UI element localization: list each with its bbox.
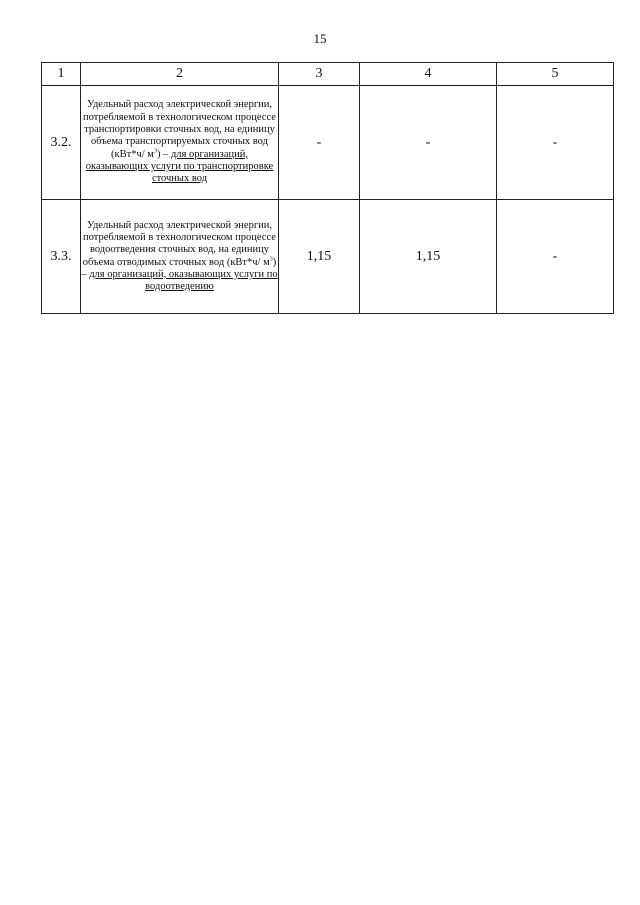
- row-number: 3.2.: [42, 86, 81, 200]
- header-cell-5: 5: [497, 63, 614, 86]
- description-underlined: для организаций, оказывающих услуги по водоотведению: [89, 268, 278, 293]
- row-value-col3: -: [279, 86, 360, 200]
- superscript: 3: [269, 256, 273, 262]
- header-cell-1: 1: [42, 63, 81, 86]
- description-text: Удельный расход электрической энергии, потребляемой в технологическом процессе водоотведения сточных вод, на единицу объема отводимых сточных вод (кВт*ч/ м: [82, 219, 276, 268]
- table-row: [42, 200, 614, 314]
- row-value-col5: -: [497, 86, 614, 200]
- description-tail: ) –: [81, 256, 277, 280]
- header-cell-2: 2: [81, 63, 279, 86]
- row-description: [81, 200, 279, 314]
- table-row: [42, 86, 614, 200]
- superscript: 3: [153, 148, 157, 155]
- row-value-col4: 1,15: [360, 200, 497, 314]
- table-header-row: [42, 63, 614, 86]
- page-number: 15: [313, 31, 327, 46]
- description-underlined: для организаций, оказывающих услуги по транспортировке сточных вод: [85, 148, 274, 185]
- description-tail: ) –: [156, 148, 171, 160]
- header-cell-4: 4: [360, 63, 497, 86]
- row-description: [81, 86, 279, 200]
- description-text: Удельный расход электрической энергии, потребляемой в технологическом процессе транспортировки сточных вод, на единицу объема транспортируемых сточных вод (кВт*ч/ м: [83, 99, 276, 160]
- data-table: [41, 62, 614, 314]
- row-value-col3: 1,15: [279, 200, 360, 314]
- header-cell-3: 3: [279, 63, 360, 86]
- row-value-col4: -: [360, 86, 497, 200]
- row-number: 3.3.: [42, 200, 81, 314]
- row-value-col5: -: [497, 200, 614, 314]
